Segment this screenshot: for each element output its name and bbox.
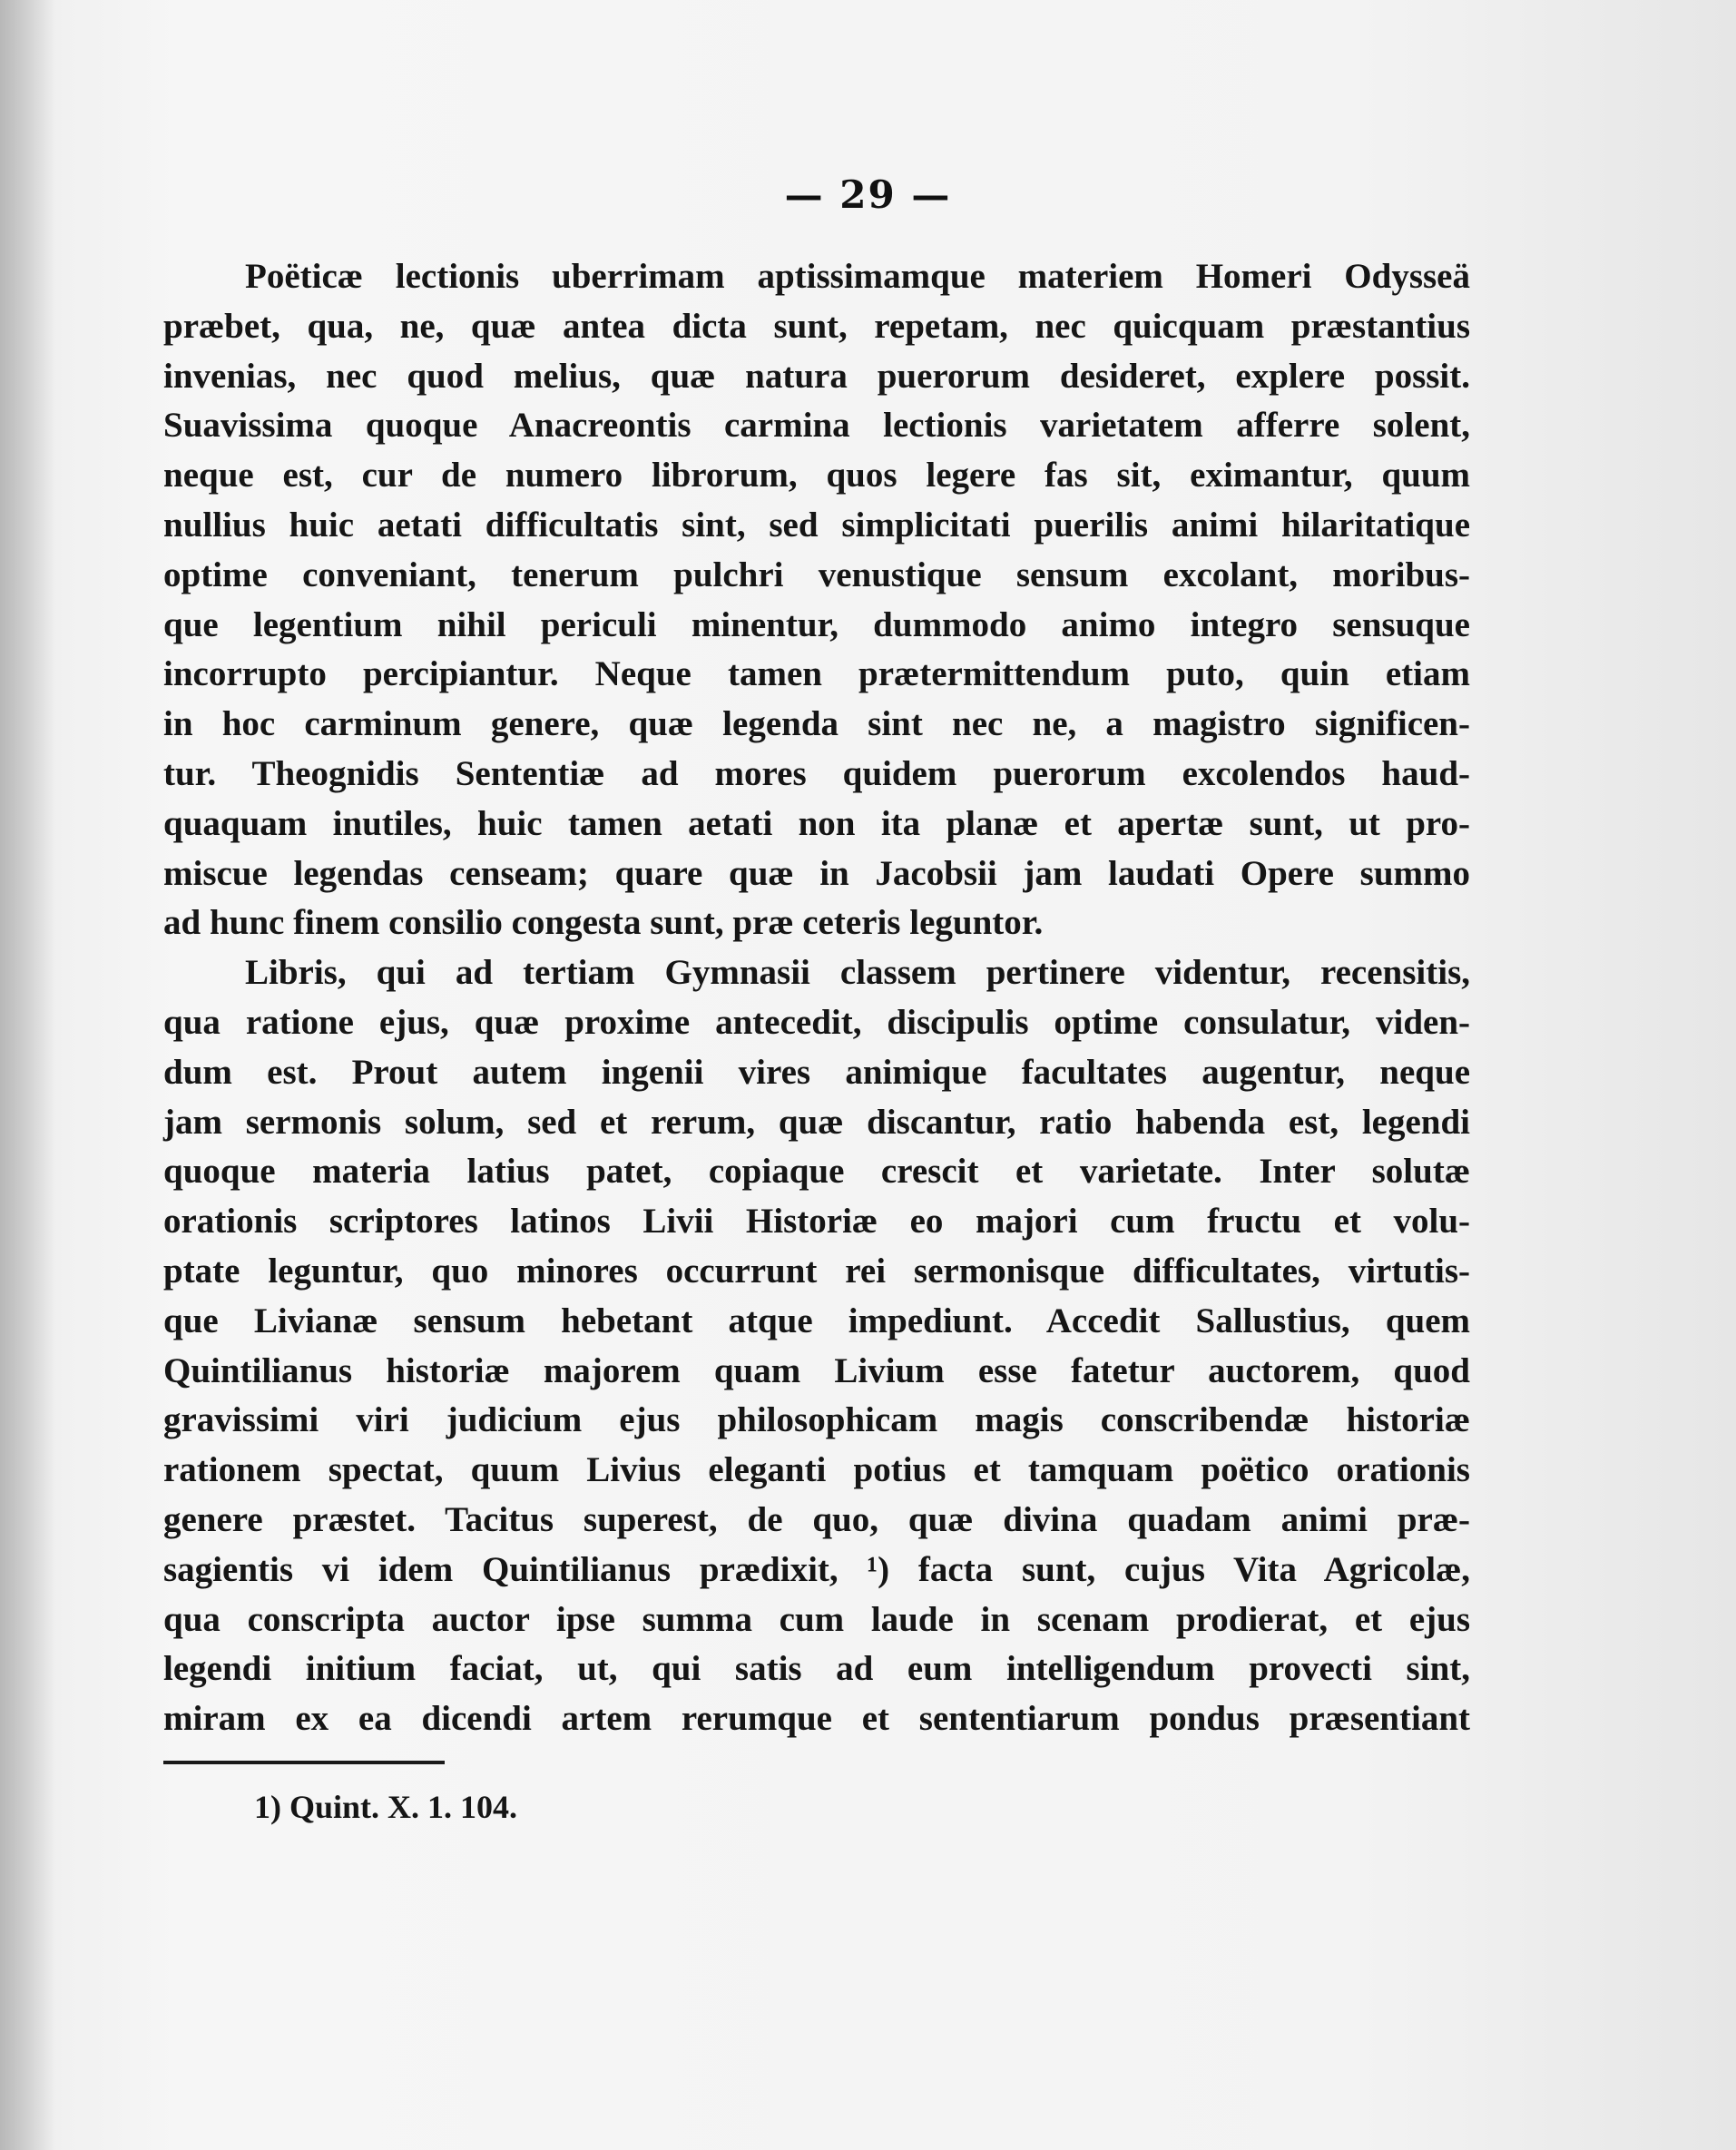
text-line: quaquam inutiles, huic tamen aetati non ita planæ et apertæ sunt, ut pro- (163, 803, 1470, 843)
text-line: nullius huic aetati difficultatis sint, sed simplicitati puerilis animi hilaritatique (163, 505, 1470, 545)
body-text (163, 252, 1470, 1744)
text-line: miscue legendas censeam; quare quæ in Jacobsii jam laudati Opere summo (163, 853, 1470, 893)
text-line: dum est. Prout autem ingenii vires animique facultates augentur, neque (163, 1052, 1470, 1092)
text-line: gravissimi viri judicium ejus philosophicam magis conscribendæ historiæ (163, 1400, 1470, 1440)
text-line: qua conscripta auctor ipse summa cum laude in scenam prodierat, et ejus (163, 1599, 1470, 1639)
text-line: in hoc carminum genere, quæ legenda sint nec ne, a magistro significen- (163, 704, 1470, 744)
text-line: tur. Theognidis Sententiæ ad mores quidem puerorum excolendos haud- (163, 753, 1470, 793)
text-line: jam sermonis solum, sed et rerum, quæ discantur, ratio habenda est, legendi (163, 1102, 1470, 1142)
text-line: invenias, nec quod melius, quæ natura puerorum desideret, explere possit. (163, 356, 1470, 396)
text-line: incorrupto percipiantur. Neque tamen prætermittendum puto, quin etiam (163, 654, 1470, 694)
text-line: quoque materia latius patet, copiaque crescit et varietate. Inter solutæ (163, 1152, 1470, 1192)
footnote: 1) Quint. X. 1. 104. (254, 1789, 518, 1825)
text-line: Suavissima quoque Anacreontis carmina lectionis varietatem afferre solent, (163, 406, 1470, 446)
text-line: que Livianæ sensum hebetant atque impediunt. Accedit Sallustius, quem (163, 1301, 1470, 1340)
paragraph-2 (163, 948, 1470, 1744)
text-line: qua ratione ejus, quæ proxime antecedit, discipulis optime consulatur, viden- (163, 1002, 1470, 1042)
text-line: neque est, cur de numero librorum, quos legere fas sit, eximantur, quum (163, 456, 1470, 496)
text-line: Libris, qui ad tertiam Gymnasii classem pertinere videntur, recensitis, (245, 953, 1470, 993)
text-line: optime conveniant, tenerum pulchri venustique sensum excolant, moribus- (163, 555, 1470, 594)
text-line: Poëticæ lectionis uberrimam aptissimamque materiem Homeri Odysseä (245, 257, 1470, 296)
text-line: que legentium nihil periculi minentur, dummodo animo integro sensuque (163, 604, 1470, 644)
text-line: sagientis vi idem Quintilianus prædixit, ¹) facta sunt, cujus Vita Agricolæ, (163, 1549, 1470, 1589)
text-line: miram ex ea dicendi artem rerumque et sententiarum pondus præsentiant (163, 1699, 1470, 1739)
paragraph-1 (163, 252, 1470, 948)
gutter-shadow (0, 0, 54, 2150)
text-line: rationem spectat, quum Livius eleganti potius et tamquam poëtico orationis (163, 1450, 1470, 1490)
page-number: — 29 — (784, 172, 952, 217)
text-line: præbet, qua, ne, quæ antea dicta sunt, repetam, nec quicquam præstantius (163, 306, 1470, 346)
text-line: ad hunc finem consilio congesta sunt, præ ceteris leguntor. (163, 903, 1044, 943)
text-line: ptate leguntur, quo minores occurrunt rei sermonisque difficultates, virtutis- (163, 1251, 1470, 1291)
text-line: legendi initium faciat, ut, qui satis ad eum intelligendum provecti sint, (163, 1649, 1470, 1689)
text-line: orationis scriptores latinos Livii Historiæ eo majori cum fructu et volu- (163, 1202, 1470, 1242)
text-line: Quintilianus historiæ majorem quam Livium esse fatetur auctorem, quod (163, 1350, 1470, 1390)
footnote-rule (163, 1761, 445, 1764)
text-line: genere præstet. Tacitus superest, de quo, quæ divina quadam animi præ- (163, 1499, 1470, 1539)
